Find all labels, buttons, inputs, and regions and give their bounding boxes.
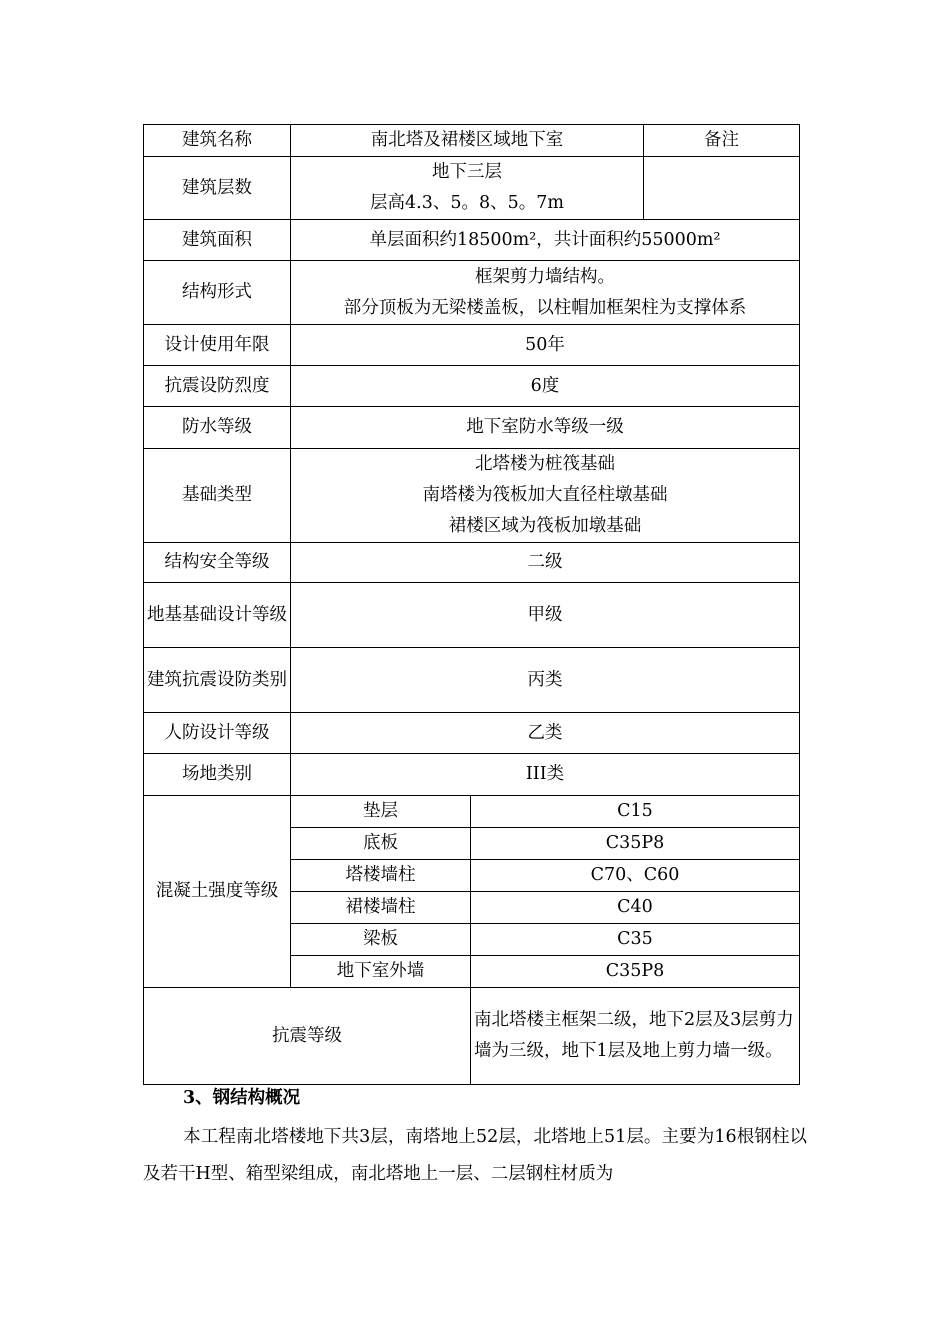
label-cell: 抗震等级	[144, 988, 471, 1085]
label-cell: 抗震设防烈度	[144, 366, 291, 407]
value-line: 裙楼区域为筏板加墩基础	[448, 516, 642, 536]
value-line: 地下三层	[432, 162, 502, 182]
concrete-part-cell: 塔楼墙柱	[291, 860, 471, 892]
table-row	[144, 648, 800, 713]
concrete-part-cell: 梁板	[291, 924, 471, 956]
table-row	[144, 325, 800, 366]
value-cell: 甲级	[291, 583, 800, 648]
table-row	[144, 796, 800, 828]
concrete-grade-cell: C15	[471, 796, 800, 828]
value-cell: 南北塔及裙楼区域地下室	[291, 125, 644, 157]
value-cell: 二级	[291, 543, 800, 583]
table-row	[144, 449, 800, 543]
concrete-part-cell: 底板	[291, 828, 471, 860]
table-row	[144, 125, 800, 157]
label-cell: 基础类型	[144, 449, 291, 543]
label-cell: 设计使用年限	[144, 325, 291, 366]
value-cell: 南北塔楼主框架二级，地下2层及3层剪力墙为三级，地下1层及地上剪力墙一级。	[471, 988, 800, 1085]
value-cell: 乙类	[291, 713, 800, 754]
concrete-grade-cell: C35P8	[471, 956, 800, 988]
label-cell: 人防设计等级	[144, 713, 291, 754]
value-cell: 单层面积约18500m²，共计面积约55000m²	[291, 220, 800, 261]
value-cell: 50年	[291, 325, 800, 366]
paragraph-text: 本工程南北塔楼地下共3层，南塔地上52层，北塔地上51层。主要为16根钢柱以及若干H型、箱型梁组成，南北塔地上一层、二层钢柱材质为	[143, 1127, 807, 1184]
table-row	[144, 713, 800, 754]
table-row	[144, 407, 800, 449]
concrete-grade-cell: C40	[471, 892, 800, 924]
value-cell	[291, 261, 800, 325]
label-cell: 建筑面积	[144, 220, 291, 261]
concrete-part-cell: 地下室外墙	[291, 956, 471, 988]
value-cell	[291, 157, 644, 220]
value-line: 北塔楼为桩筏基础	[475, 454, 615, 474]
label-cell: 地基基础设计等级	[144, 583, 291, 648]
table-row	[144, 754, 800, 796]
label-cell: 建筑名称	[144, 125, 291, 157]
table-row	[144, 366, 800, 407]
label-cell: 防水等级	[144, 407, 291, 449]
label-cell: 结构形式	[144, 261, 291, 325]
table-row	[144, 583, 800, 648]
table-row	[144, 261, 800, 325]
value-line: 框架剪力墙结构。	[475, 266, 615, 287]
value-line: 层高4.3、5。8、5。7m	[370, 193, 564, 213]
value-cell: 地下室防水等级一级	[291, 407, 800, 449]
table-row	[144, 157, 800, 220]
concrete-grade-cell: C70、C60	[471, 860, 800, 892]
label-cell: 混凝土强度等级	[144, 796, 291, 988]
label-cell: 场地类别	[144, 754, 291, 796]
value-line: 南塔楼为筏板加大直径柱墩基础	[422, 485, 668, 505]
concrete-part-cell: 垫层	[291, 796, 471, 828]
label-cell: 结构安全等级	[144, 543, 291, 583]
table-row	[144, 988, 800, 1085]
label-cell: 建筑层数	[144, 157, 291, 220]
building-spec-table	[143, 124, 800, 1085]
value-cell: 6度	[291, 366, 800, 407]
section-title: 3、钢结构概况	[183, 1088, 301, 1108]
value-cell: 丙类	[291, 648, 800, 713]
table-row	[144, 220, 800, 261]
value-line: 部分顶板为无梁楼盖板，以柱帽加框架柱为支撑体系	[343, 297, 747, 318]
table-row	[144, 543, 800, 583]
label-cell: 建筑抗震设防类别	[144, 648, 291, 713]
concrete-grade-cell: C35	[471, 924, 800, 956]
concrete-part-cell: 裙楼墙柱	[291, 892, 471, 924]
concrete-grade-cell: C35P8	[471, 828, 800, 860]
value-cell	[291, 449, 800, 543]
note-header-cell: 备注	[644, 125, 800, 157]
value-cell: III类	[291, 754, 800, 796]
note-cell	[644, 157, 800, 220]
body-paragraph	[143, 1119, 807, 1193]
